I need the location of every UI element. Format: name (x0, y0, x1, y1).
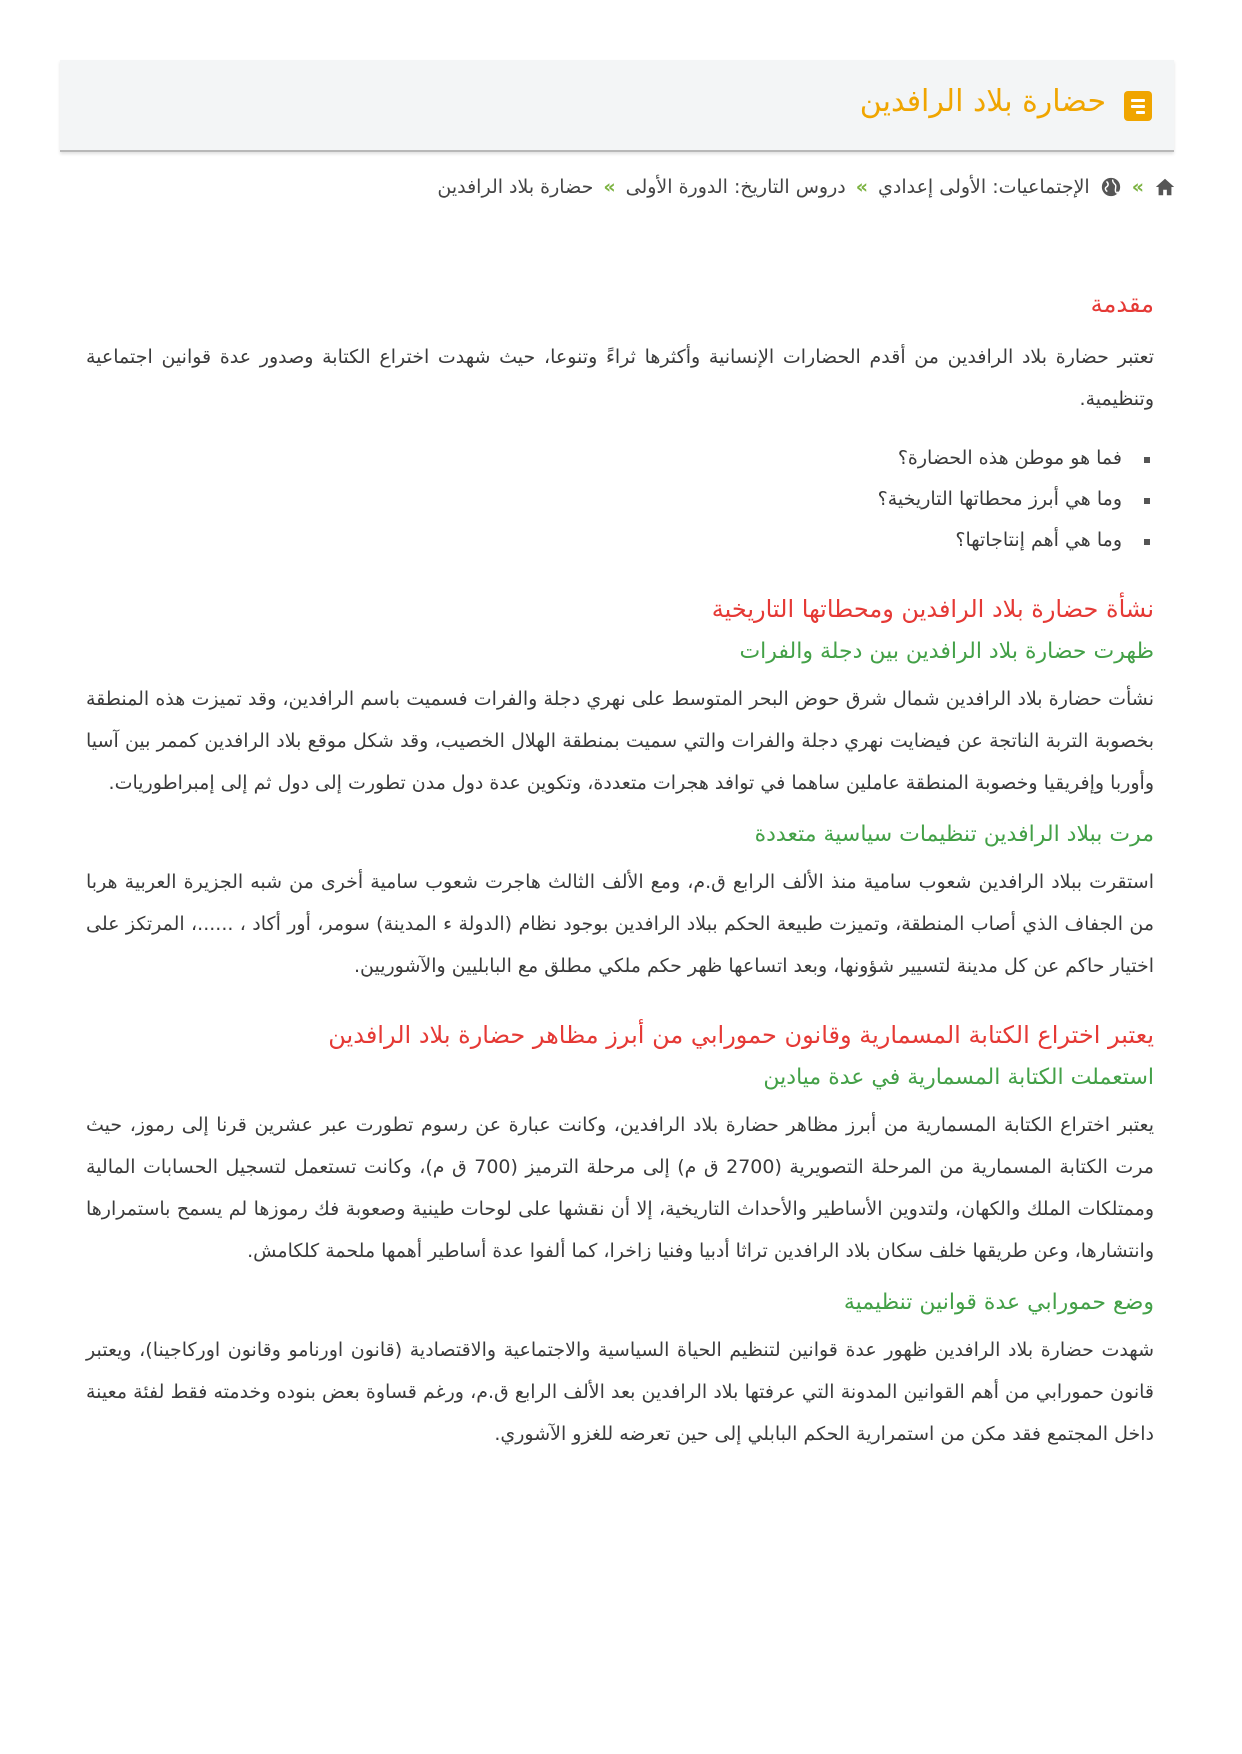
list-item: وما هي أبرز محطاتها التاريخية؟ (86, 479, 1154, 520)
breadcrumb-separator: » (855, 176, 868, 198)
globe-icon (1100, 176, 1122, 198)
subsection-heading: مرت ببلاد الرافدين تنظيمات سياسية متعددة (754, 822, 1154, 847)
document-icon (1124, 91, 1152, 121)
intro-paragraph: تعتبر حضارة بلاد الرافدين من أقدم الحضارات الإنسانية وأكثرها ثراءً وتنوعا، حيث شهدت اختراع الكتابة وصدور عدة قوانين اجتماعية وتنظيمية. (86, 346, 1154, 410)
breadcrumb-item-subject[interactable]: الإجتماعيات: الأولى إعدادي (878, 176, 1090, 198)
list-item: فما هو موطن هذه الحضارة؟ (86, 438, 1154, 479)
home-icon[interactable] (1154, 176, 1176, 198)
paragraph: استقرت ببلاد الرافدين شعوب سامية منذ الألف الرابع ق.م، ومع الألف الثالث هاجرت شعوب سامية أخرى من شبه الجزيرة العربية هربا من الجفاف الذي أصاب المنطقة، وتميزت طبيعة الحكم ببلاد الرافدين بوجود نظام (الدولة ء المدينة) سومر، أور أكاد ، ......، المرتكز على اختيار حاكم عن كل مدينة لتسيير شؤونها، وبعد اتساعها ظهر حكم ملكي مطلق مع البابليين والآشوريين. (86, 871, 1154, 977)
section-heading: نشأة حضارة بلاد الرافدين ومحطاتها التاريخية (711, 595, 1154, 623)
breadcrumb-separator: » (603, 176, 616, 198)
breadcrumb-item-current: حضارة بلاد الرافدين (437, 176, 594, 198)
subsection-heading: وضع حمورابي عدة قوانين تنظيمية (843, 1290, 1154, 1315)
article-content (86, 290, 1154, 1455)
subsection-heading: ظهرت حضارة بلاد الرافدين بين دجلة والفرات (739, 639, 1154, 664)
subsection-heading: استعملت الكتابة المسمارية في عدة ميادين (763, 1065, 1154, 1090)
intro-heading: مقدمة (1090, 290, 1154, 318)
breadcrumb-item-course[interactable]: دروس التاريخ: الدورة الأولى (625, 176, 846, 198)
paragraph: نشأت حضارة بلاد الرافدين شمال شرق حوض البحر المتوسط على نهري دجلة والفرات فسميت باسم الرافدين، وقد تميزت هذه المنطقة بخصوبة التربة الناتجة عن فيضايت نهري دجلة والفرات والتي سميت بمنطقة الهلال الخصيب، وقد شكل موقع بلاد الرافدين كممر بين آسيا وأوربا وإفريقيا وخصوبة المنطقة عاملين ساهما في توافد هجرات متعددة، وتكوين عدة دول مدن تطورت إلى دول ثم إلى إمبراطوريات. (86, 688, 1154, 794)
questions-list (86, 438, 1154, 561)
page-title: حضارة بلاد الرافدين (859, 84, 1106, 119)
breadcrumb-separator: » (1131, 176, 1144, 198)
page-header (60, 60, 1174, 152)
paragraph: شهدت حضارة بلاد الرافدين ظهور عدة قوانين لتنظيم الحياة السياسية والاجتماعية والاقتصادية (قانون اورنامو وقانون اوركاجينا)، ويعتبر قانون حمورابي من أهم القوانين المدونة التي عرفتها بلاد الرافدين بعد الألف الرابع ق.م، ورغم قساوة بعض بنوده وخدمته فقط لفئة معينة داخل المجتمع فقد مكن من استمرارية الحكم البابلي إلى حين تعرضه للغزو الآشوري. (86, 1339, 1154, 1445)
paragraph: يعتبر اختراع الكتابة المسمارية من أبرز مظاهر حضارة بلاد الرافدين، وكانت عبارة عن رسوم تطورت عبر عشرين قرنا إلى رموز، حيث مرت الكتابة المسمارية من المرحلة التصويرية (2700 ق م) إلى مرحلة الترميز (700 ق م)، وكانت تستعمل لتسجيل الحسابات المالية وممتلكات الملك والكهان، ولتدوين الأساطير والأحداث التاريخية، إلا أن نقشها على لوحات طينية وصعوبة فك رموزها لم يسمح باستمرارها وانتشارها، وعن طريقها خلف سكان بلاد الرافدين تراثا أدبيا وفنيا زاخرا، كما ألفوا عدة أساطير أهمها ملحمة كلكامش. (86, 1114, 1154, 1262)
list-item: وما هي أهم إنتاجاتها؟ (86, 520, 1154, 561)
section-heading: يعتبر اختراع الكتابة المسمارية وقانون حمورابي من أبرز مظاهر حضارة بلاد الرافدين (328, 1021, 1154, 1049)
breadcrumb (437, 176, 1176, 198)
